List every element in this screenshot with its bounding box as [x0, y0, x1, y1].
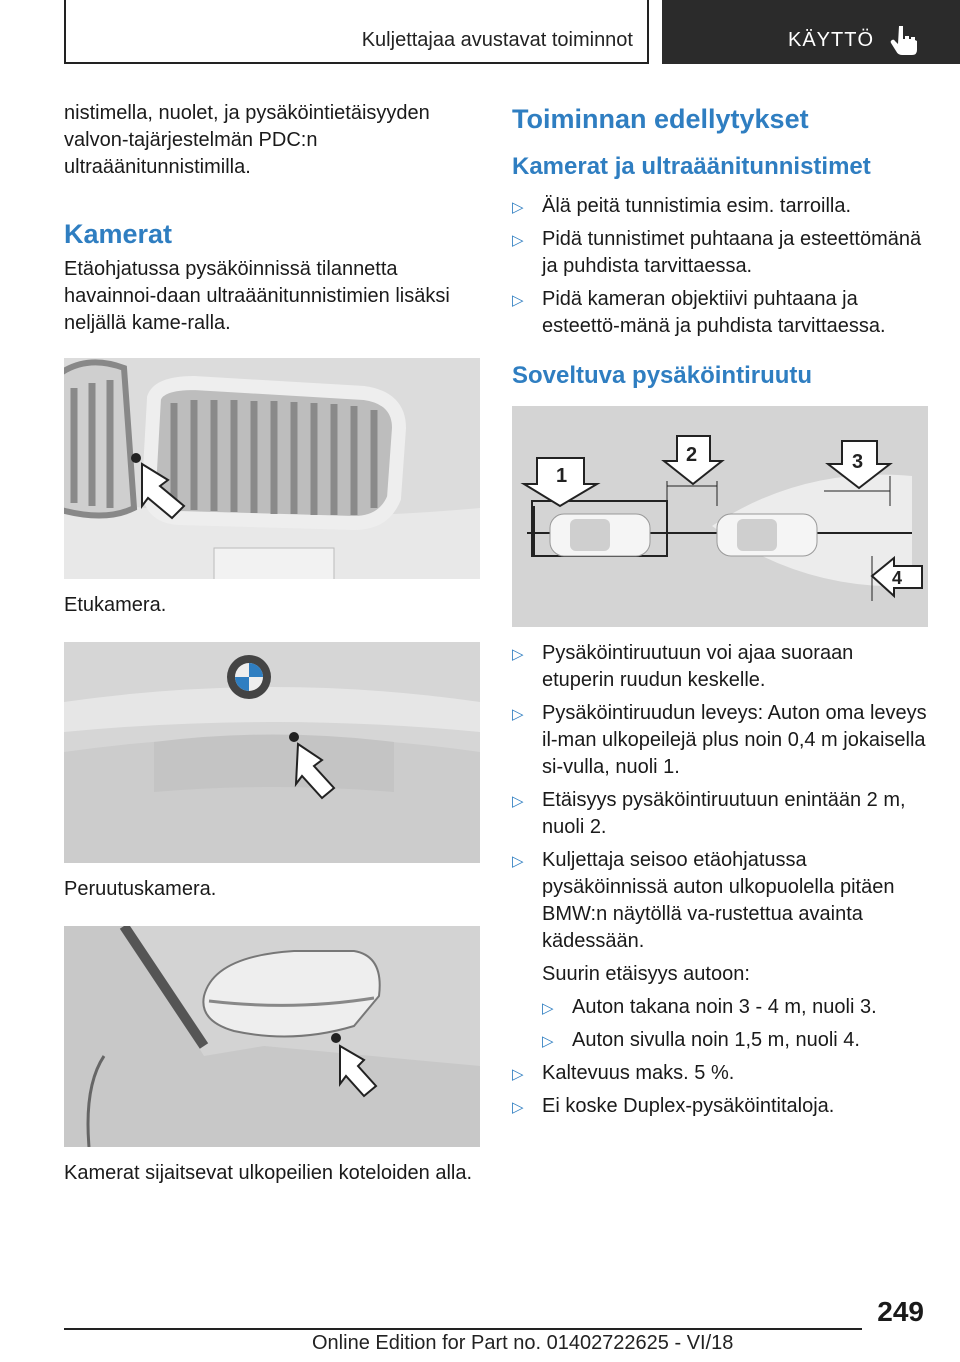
front-camera-photo — [64, 358, 480, 579]
list-item: ▷ Auton takana noin 3 - 4 m, nuoli 3. — [542, 994, 930, 1021]
header-chapter-title: KÄYTTÖ — [787, 29, 874, 51]
triangle-bullet-icon: ▷ — [512, 853, 524, 870]
parking-space-list — [512, 640, 930, 955]
sensors-subheading: Kamerat ja ultraäänitunnistimet — [512, 153, 871, 180]
triangle-bullet-icon: ▷ — [512, 292, 524, 309]
pointing-hand-icon — [890, 24, 920, 56]
list-item: ▷ Kaltevuus maks. 5 %. — [512, 1060, 930, 1087]
triangle-bullet-icon: ▷ — [512, 706, 524, 723]
left-column — [64, 100, 482, 1187]
page-number: 249 — [877, 1296, 924, 1327]
requirements-heading: Toiminnan edellytykset — [512, 104, 809, 134]
triangle-bullet-icon: ▷ — [542, 1000, 554, 1017]
distance-intro: Suurin etäisyys autoon: — [542, 963, 750, 985]
list-item: ▷ Älä peitä tunnistimia esim. tarroilla. — [512, 193, 930, 220]
triangle-bullet-icon: ▷ — [512, 1099, 524, 1116]
parking-space-diagram — [512, 406, 928, 627]
footer-divider — [64, 1328, 862, 1330]
diagram-label-4: 4 — [892, 568, 903, 588]
right-column — [512, 100, 930, 1120]
triangle-bullet-icon: ▷ — [542, 1033, 554, 1050]
list-item: ▷ Pidä tunnistimet puhtaana ja esteettömänä ja puhdista tarvittaessa. — [512, 228, 922, 277]
intro-paragraph: nistimella, nuolet, ja pysäköintietäisyyden valvon-tajärjestelmän PDC:n ultraäänitunnistimilla. — [64, 102, 430, 178]
kamerat-paragraph: Etäohjatussa pysäköinnissä tilannetta havainnoi-daan ultraäänitunnistimien lisäksi neljällä kame-ralla. — [64, 258, 450, 334]
kamerat-heading: Kamerat — [64, 219, 173, 249]
diagram-label-3: 3 — [852, 451, 864, 473]
mirror-camera-caption: Kamerat sijaitsevat ulkopeilien koteloiden alla. — [64, 1162, 473, 1184]
list-item: ▷ Kuljettaja seisoo etäohjatussa pysäköinnissä auton ulkopuolella pitäen BMW:n näytöllä va-rustettua avainta kädessään. — [512, 849, 895, 952]
list-item: ▷ Pysäköintiruutuun voi ajaa suoraan etuperin ruudun keskelle. — [512, 642, 854, 691]
triangle-bullet-icon: ▷ — [512, 793, 524, 810]
list-item: ▷ Auton sivulla noin 1,5 m, nuoli 4. — [542, 1027, 930, 1054]
header-section-title: Kuljettajaa avustavat toiminnot — [361, 29, 633, 51]
mirror-camera-photo — [64, 926, 480, 1147]
list-item: ▷ Pysäköintiruudun leveys: Auton oma leveys il-man ulkopeilejä plus noin 0,4 m jokaisella si-vulla, nuoli 1. — [512, 702, 927, 778]
distance-list — [542, 994, 930, 1054]
front-grille-illustration — [64, 358, 480, 579]
parking-space-subheading: Soveltuva pysäköintiruutu — [512, 362, 813, 389]
triangle-bullet-icon: ▷ — [512, 232, 524, 249]
front-camera-caption: Etukamera. — [64, 594, 167, 616]
header-section-tab — [64, 0, 649, 64]
parking-diagram-illustration — [512, 406, 928, 627]
side-mirror-illustration — [64, 926, 480, 1147]
list-item: ▷ Pidä kameran objektiivi puhtaana ja esteettö-mänä ja puhdista tarvittaessa. — [512, 288, 886, 337]
edition-footer: Online Edition for Part no. 01402722625 - VI/18 — [312, 1332, 734, 1354]
rear-camera-photo — [64, 642, 480, 863]
triangle-bullet-icon: ▷ — [512, 1066, 524, 1083]
sensors-list — [512, 193, 930, 340]
rear-camera-caption: Peruutuskamera. — [64, 878, 217, 900]
header-chapter-tab — [662, 0, 960, 64]
diagram-label-1: 1 — [556, 465, 568, 487]
triangle-bullet-icon: ▷ — [512, 199, 524, 216]
list-item: ▷ Etäisyys pysäköintiruutuun enintään 2 m, nuoli 2. — [512, 789, 906, 838]
list-item: ▷ Ei koske Duplex-pysäköintitaloja. — [512, 1093, 930, 1120]
diagram-label-2: 2 — [686, 444, 698, 466]
triangle-bullet-icon: ▷ — [512, 646, 524, 663]
conditions-list — [512, 1060, 930, 1120]
rear-trunk-illustration — [64, 642, 480, 863]
